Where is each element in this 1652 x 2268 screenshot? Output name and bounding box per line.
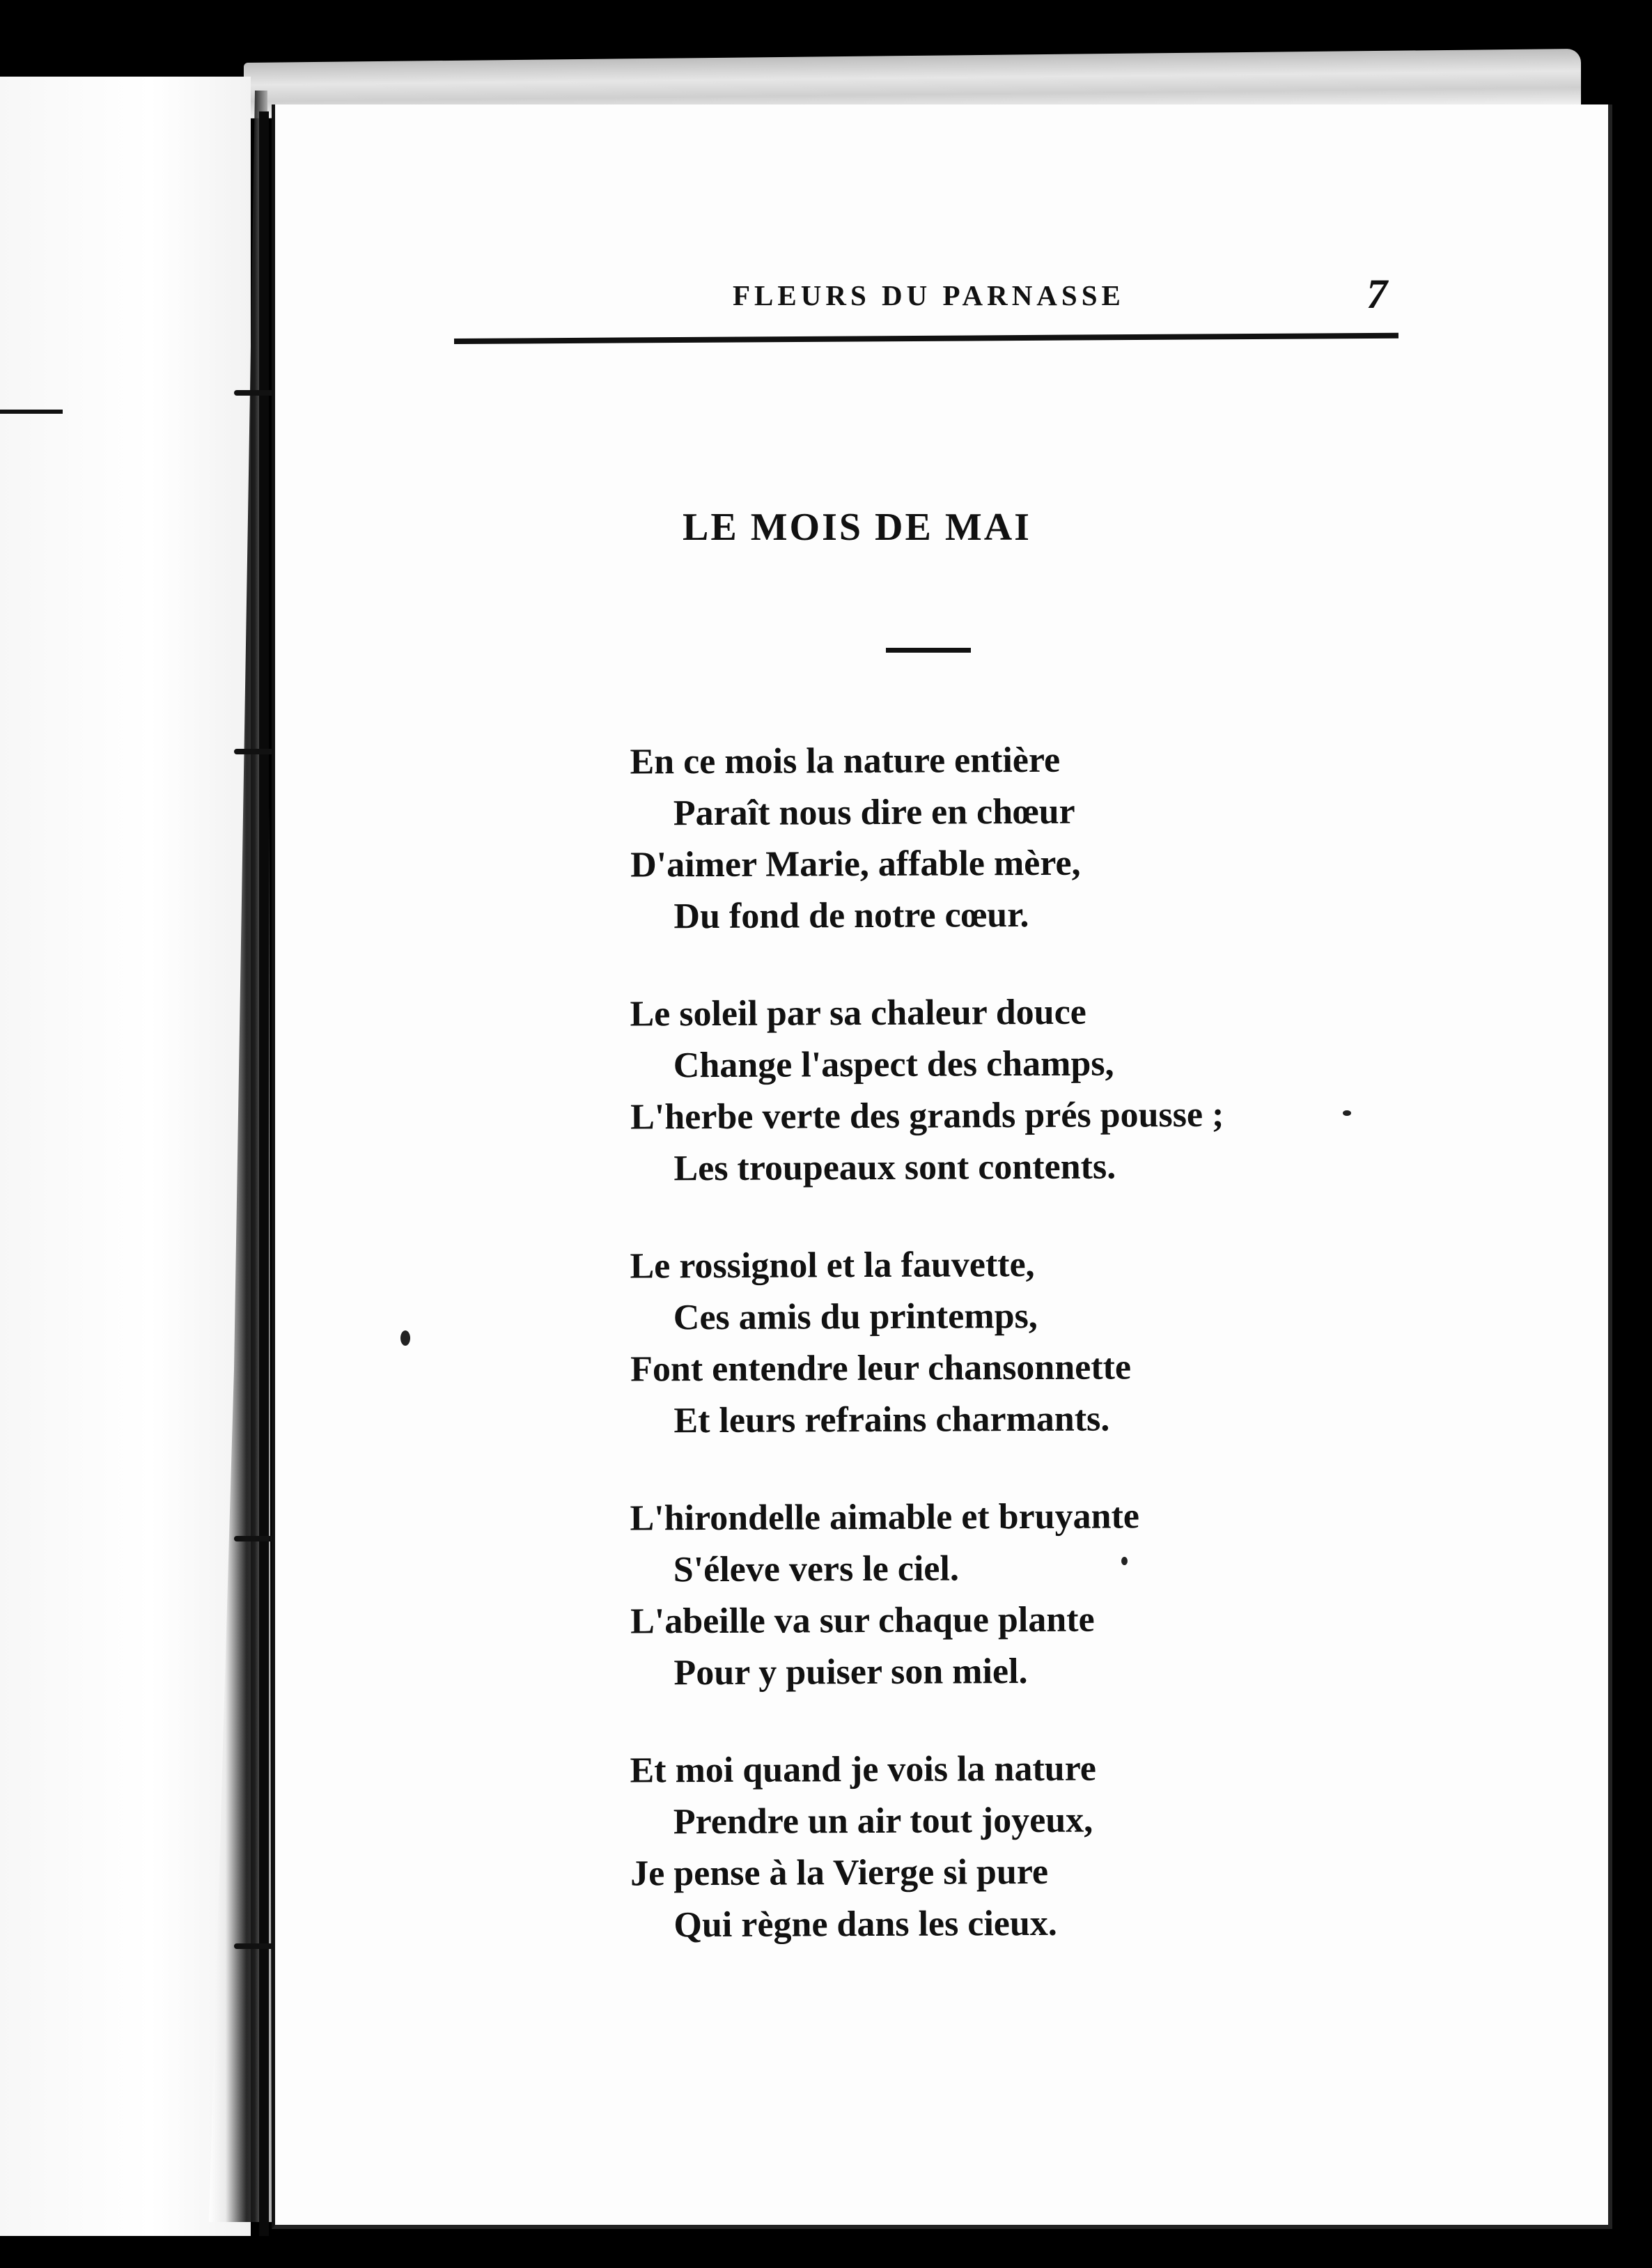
- verse-line: Le soleil par sa chaleur douce: [630, 992, 1086, 1034]
- poem-title: LE MOIS DE MAI: [683, 506, 1031, 549]
- running-title: FLEURS DU PARNASSE: [733, 279, 1125, 311]
- stanza: [630, 985, 1431, 1195]
- stanza: [630, 1741, 1431, 1951]
- running-head: [454, 265, 1401, 320]
- verse-line: Qui règne dans les cieux.: [673, 1903, 1057, 1945]
- stanza: [630, 1237, 1431, 1447]
- verse-line: Du fond de notre cœur.: [673, 895, 1029, 937]
- stanza: [630, 733, 1431, 942]
- verse-line: D'aimer Marie, affable mère,: [630, 843, 1081, 885]
- verse-line: Pour y puiser son miel.: [673, 1652, 1028, 1693]
- verse-line: Le rossignol et la fauvette,: [630, 1244, 1035, 1287]
- paper-speck: [1343, 1110, 1351, 1116]
- binding-stitch: [234, 1536, 274, 1541]
- stanza: [630, 1489, 1431, 1699]
- left-page-rule: [0, 410, 63, 414]
- verse-line: S'éleve vers le ciel.: [673, 1548, 960, 1590]
- verse-line: L'hirondelle aimable et bruyante: [630, 1496, 1140, 1539]
- verse-line: Et moi quand je vois la nature: [630, 1748, 1096, 1791]
- poem-body: [630, 735, 1431, 1996]
- verse-line: Ces amis du printemps,: [673, 1296, 1038, 1338]
- paper-speck: [400, 1330, 410, 1346]
- binding-stitch: [234, 1943, 274, 1949]
- verse-line: En ce mois la nature entière: [630, 740, 1061, 782]
- verse-line: L'abeille va sur chaque plante: [630, 1599, 1095, 1642]
- verse-line: Change l'aspect des champs,: [673, 1043, 1114, 1086]
- page-number: 7: [1366, 271, 1387, 317]
- verse-line: Font entendre leur chansonnette: [630, 1347, 1132, 1390]
- verse-line: L'herbe verte des grands prés pousse ;: [630, 1094, 1224, 1137]
- left-facing-page: [0, 77, 251, 2236]
- title-rule: [886, 648, 971, 653]
- binding-spine-line: [259, 111, 269, 2236]
- verse-line: Prendre un air tout joyeux,: [673, 1800, 1093, 1842]
- verse-line: Paraît nous dire en chœur: [673, 791, 1075, 834]
- paper-speck: [1121, 1557, 1128, 1565]
- verse-line: Je pense à la Vierge si pure: [630, 1851, 1049, 1894]
- verse-line: Les troupeaux sont contents.: [673, 1147, 1116, 1189]
- verse-line: Et leurs refrains charmants.: [673, 1399, 1110, 1441]
- binding-stitch: [234, 749, 274, 754]
- binding-stitch: [234, 390, 274, 396]
